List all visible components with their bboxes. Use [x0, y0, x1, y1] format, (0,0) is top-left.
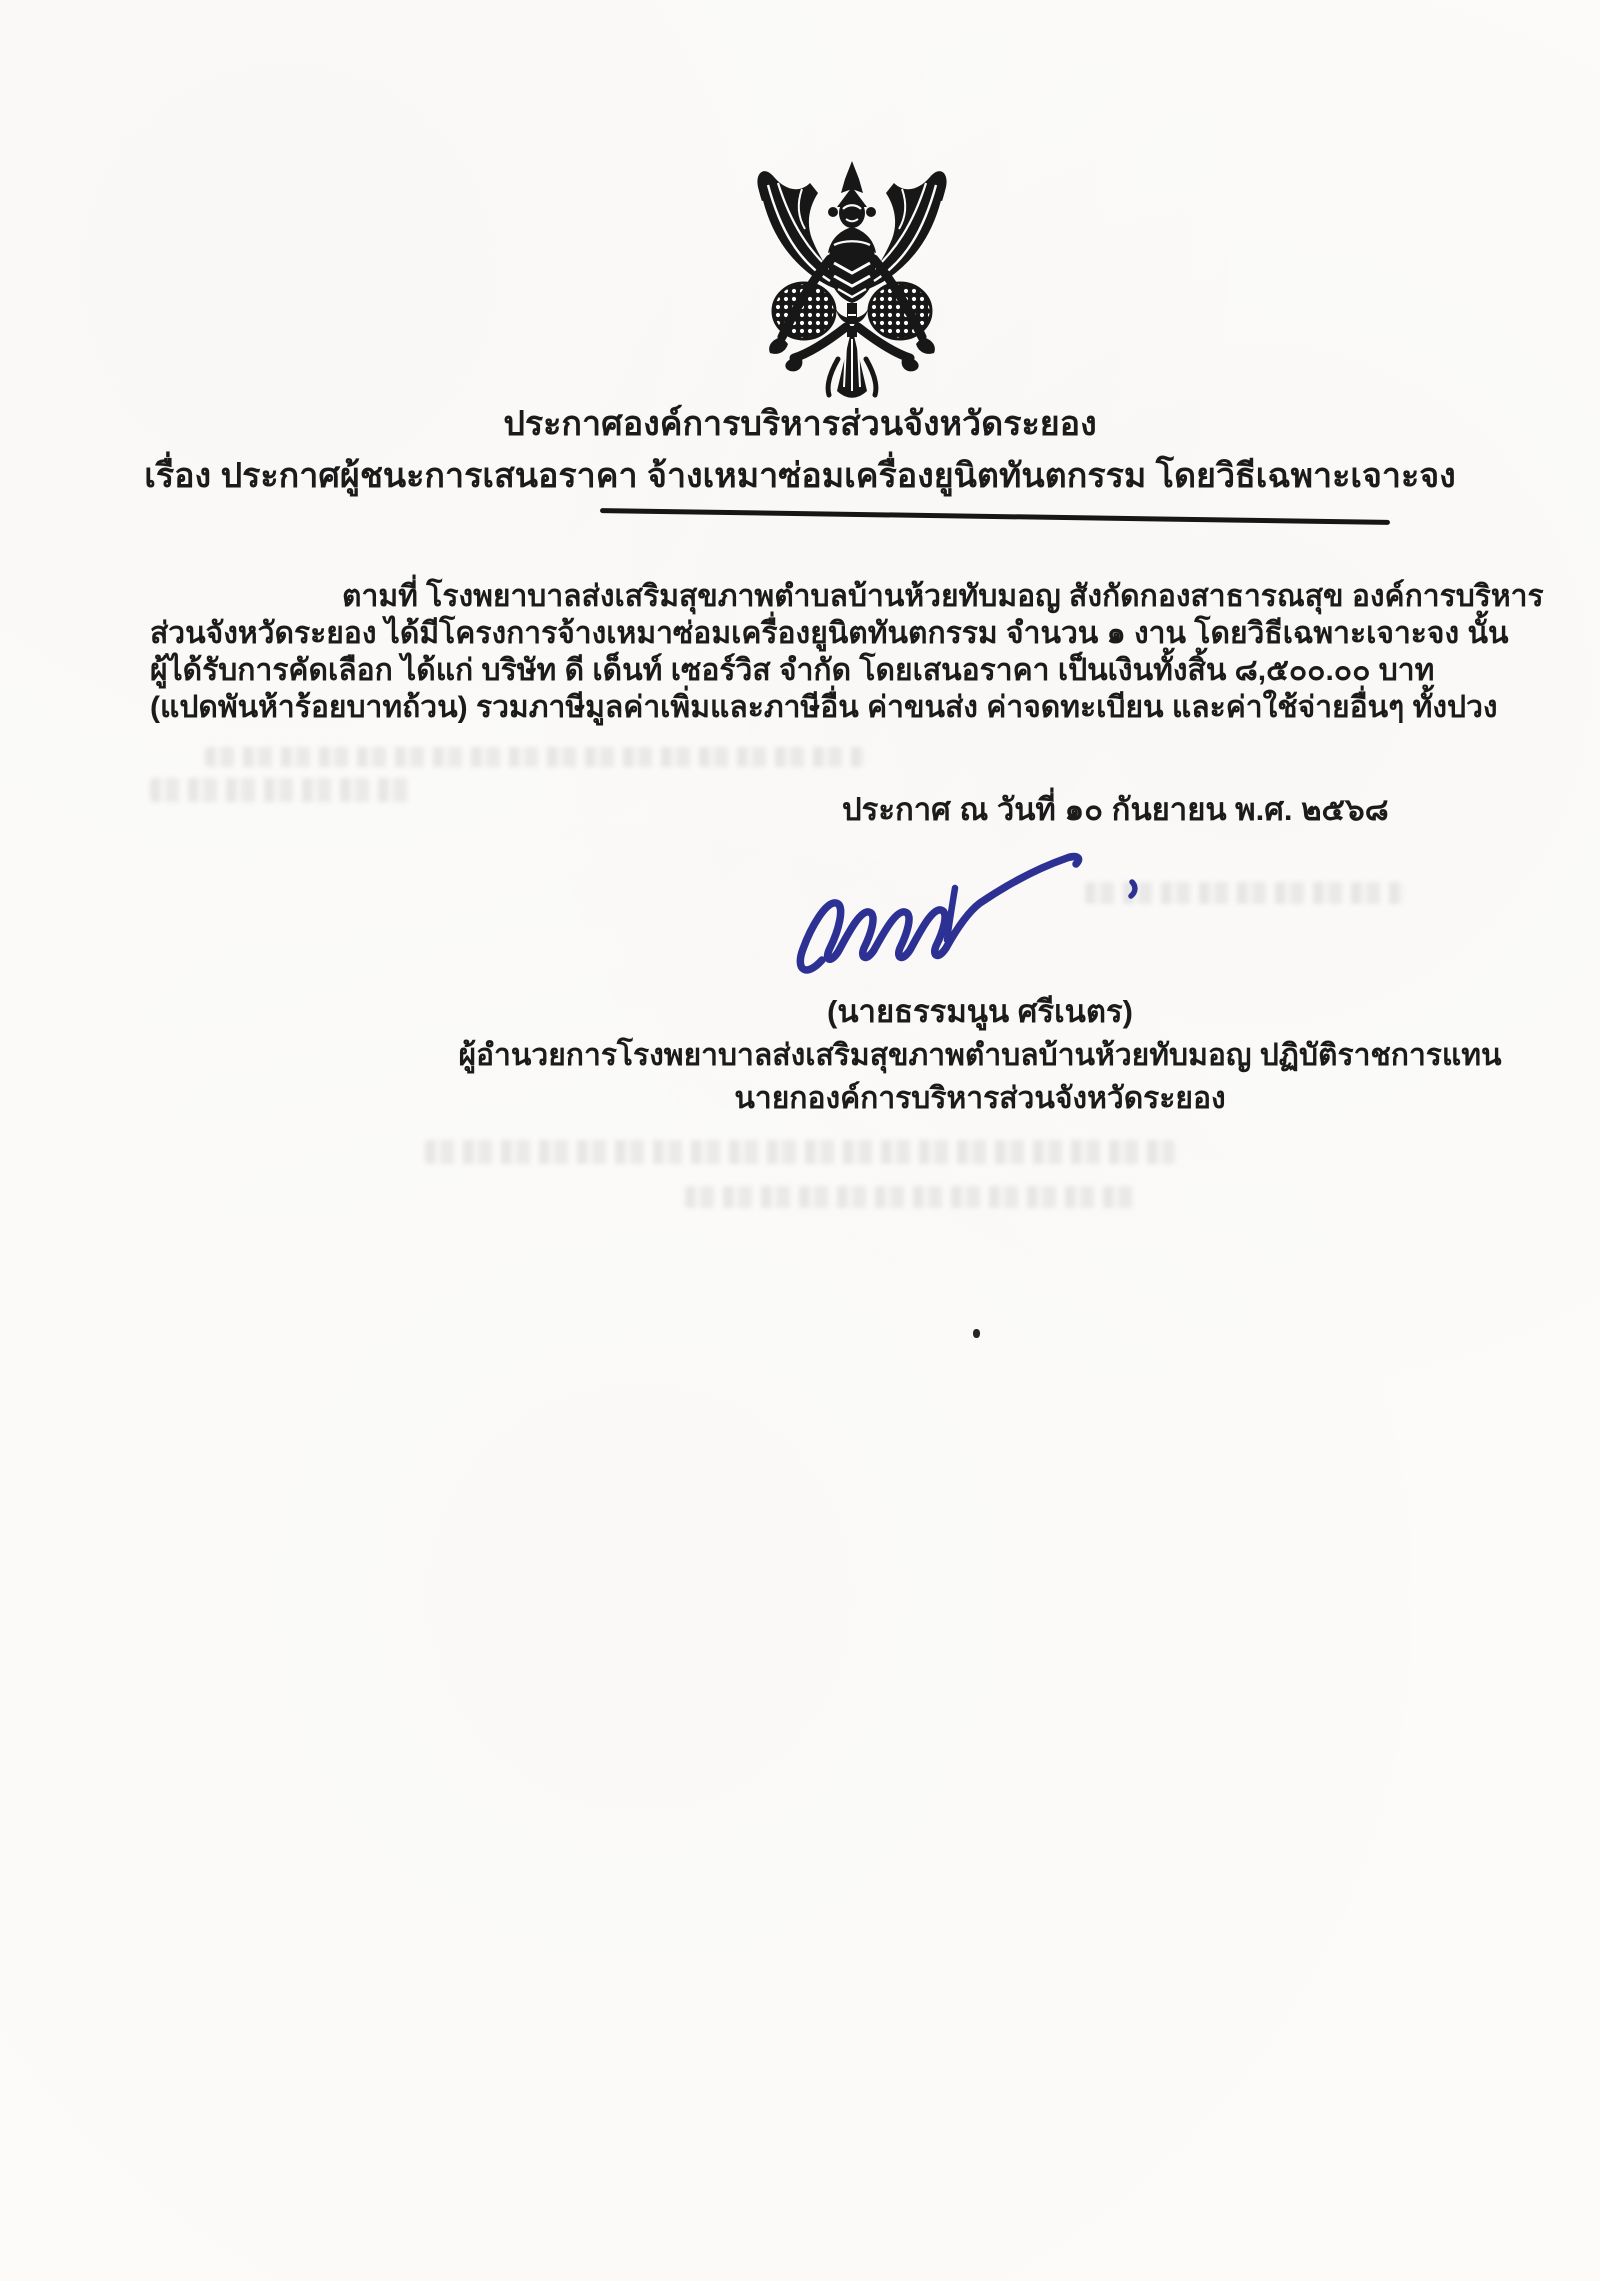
paragraph-line: (แปดพันห้าร้อยบาทถ้วน) รวมภาษีมูลค่าเพิ่มและภาษีอื่น ค่าขนส่ง ค่าจดทะเบียน และค่าใช้จ่ายอื่นๆ ทั้งปวง: [150, 691, 1498, 724]
paragraph-line: ผู้ได้รับการคัดเลือก ได้แก่ บริษัท ดี เด็นท์ เซอร์วิส จำกัด โดยเสนอราคา เป็นเงินทั้งสิ้น ๘,๕๐๐.๐๐ บาท: [150, 654, 1435, 687]
garuda-emblem-icon: [742, 158, 962, 400]
body-paragraph: [150, 578, 1544, 726]
signer-block: [440, 990, 1520, 1120]
bleed-through-text: [425, 1140, 1175, 1164]
signer-name: (นายธรรมนูน ศรีเนตร): [827, 994, 1133, 1029]
paragraph-line: ตามที่ โรงพยาบาลส่งเสริมสุขภาพตำบลบ้านห้วยทับมอญ สังกัดกองสาธารณสุข องค์การบริหาร: [342, 580, 1544, 613]
bleed-through-text: [685, 1186, 1140, 1208]
announcement-subject: เรื่อง ประกาศผู้ชนะการเสนอราคา จ้างเหมาซ่อมเครื่องยูนิตทันตกรรม โดยวิธีเฉพาะเจาะจง: [144, 457, 1456, 495]
announcement-date: ประกาศ ณ วันที่ ๑๐ กันยายน พ.ศ. ๒๕๖๘: [842, 792, 1389, 827]
announcement-title: ประกาศองค์การบริหารส่วนจังหวัดระยอง: [503, 405, 1097, 443]
ink-dot: [973, 1329, 980, 1338]
signer-position-2: นายกองค์การบริหารส่วนจังหวัดระยอง: [734, 1082, 1226, 1115]
bleed-through-text: [205, 747, 865, 767]
divider-line: [600, 508, 1390, 525]
title-block: [0, 398, 1600, 502]
paragraph-line: ส่วนจังหวัดระยอง ได้มีโครงการจ้างเหมาซ่อมเครื่องยูนิตทันตกรรม จำนวน ๑ งาน โดยวิธีเฉพาะเจาะจง นั้น: [150, 617, 1509, 650]
signature: [770, 830, 1150, 975]
signer-position-1: ผู้อำนวยการโรงพยาบาลส่งเสริมสุขภาพตำบลบ้านห้วยทับมอญ ปฏิบัติราชการแทน: [458, 1039, 1502, 1072]
bleed-through-text: [150, 778, 415, 802]
